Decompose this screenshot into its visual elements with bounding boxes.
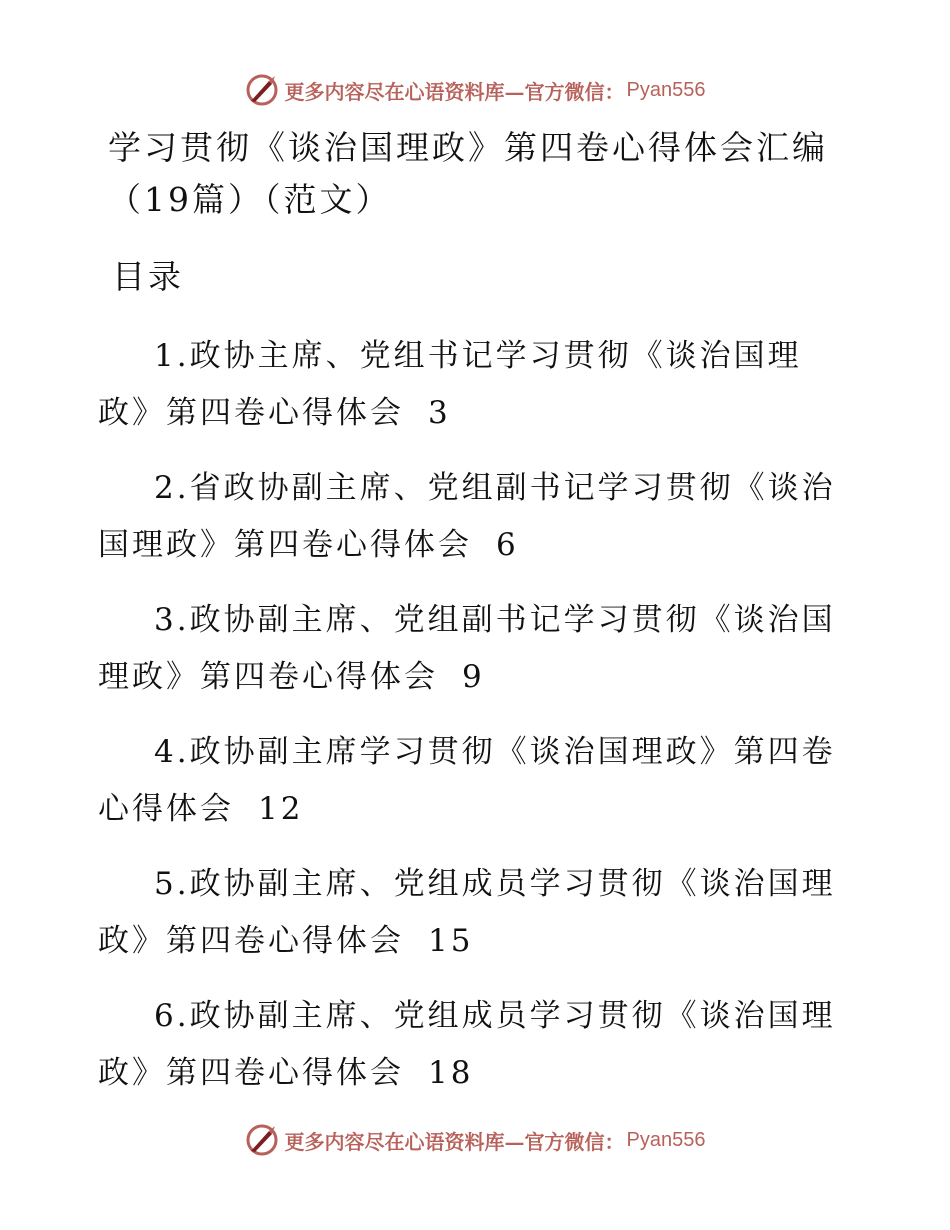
table-of-contents: [98, 328, 838, 1120]
toc-heading: 目录: [112, 257, 184, 296]
toc-item-label: 6.政协副主席、党组成员学习贯彻《谈治国理政》第四卷心得体会: [98, 998, 836, 1091]
toc-item: [98, 856, 838, 970]
toc-item-page: 3: [428, 395, 451, 431]
toc-item: [98, 328, 838, 442]
banner-text: 更多内容尽在心语资料库—官方微信：: [284, 79, 625, 104]
toc-item-page: 18: [428, 1055, 474, 1091]
quill-pen-icon: [245, 73, 279, 107]
banner-wechat-id: Pyan556: [626, 1128, 706, 1151]
toc-item-label: 2.省政协副主席、党组副书记学习贯彻《谈治国理政》第四卷心得体会: [98, 470, 836, 563]
toc-item-label: 5.政协副主席、党组成员学习贯彻《谈治国理政》第四卷心得体会: [98, 866, 836, 959]
toc-item: [98, 460, 838, 574]
toc-item-label: 1.政协主席、党组书记学习贯彻《谈治国理政》第四卷心得体会: [98, 338, 802, 431]
banner-wechat-id: Pyan556: [626, 78, 706, 101]
toc-item: [98, 724, 838, 838]
footer-banner: [0, 1120, 950, 1160]
header-banner: [0, 70, 950, 110]
quill-pen-icon: [245, 1123, 279, 1157]
toc-item-page: 12: [258, 791, 304, 827]
toc-item-label: 4.政协副主席学习贯彻《谈治国理政》第四卷心得体会: [98, 734, 836, 827]
toc-item-page: 9: [462, 659, 485, 695]
toc-item-page: 6: [496, 527, 519, 563]
toc-item: [98, 592, 838, 706]
toc-item: [98, 988, 838, 1102]
banner-text: 更多内容尽在心语资料库—官方微信：: [284, 1129, 625, 1154]
toc-item-label: 3.政协副主席、党组副书记学习贯彻《谈治国理政》第四卷心得体会: [98, 602, 836, 695]
toc-item-page: 15: [428, 923, 474, 959]
document-title: 学习贯彻《谈治国理政》第四卷心得体会汇编（19篇）（范文）: [108, 128, 828, 219]
